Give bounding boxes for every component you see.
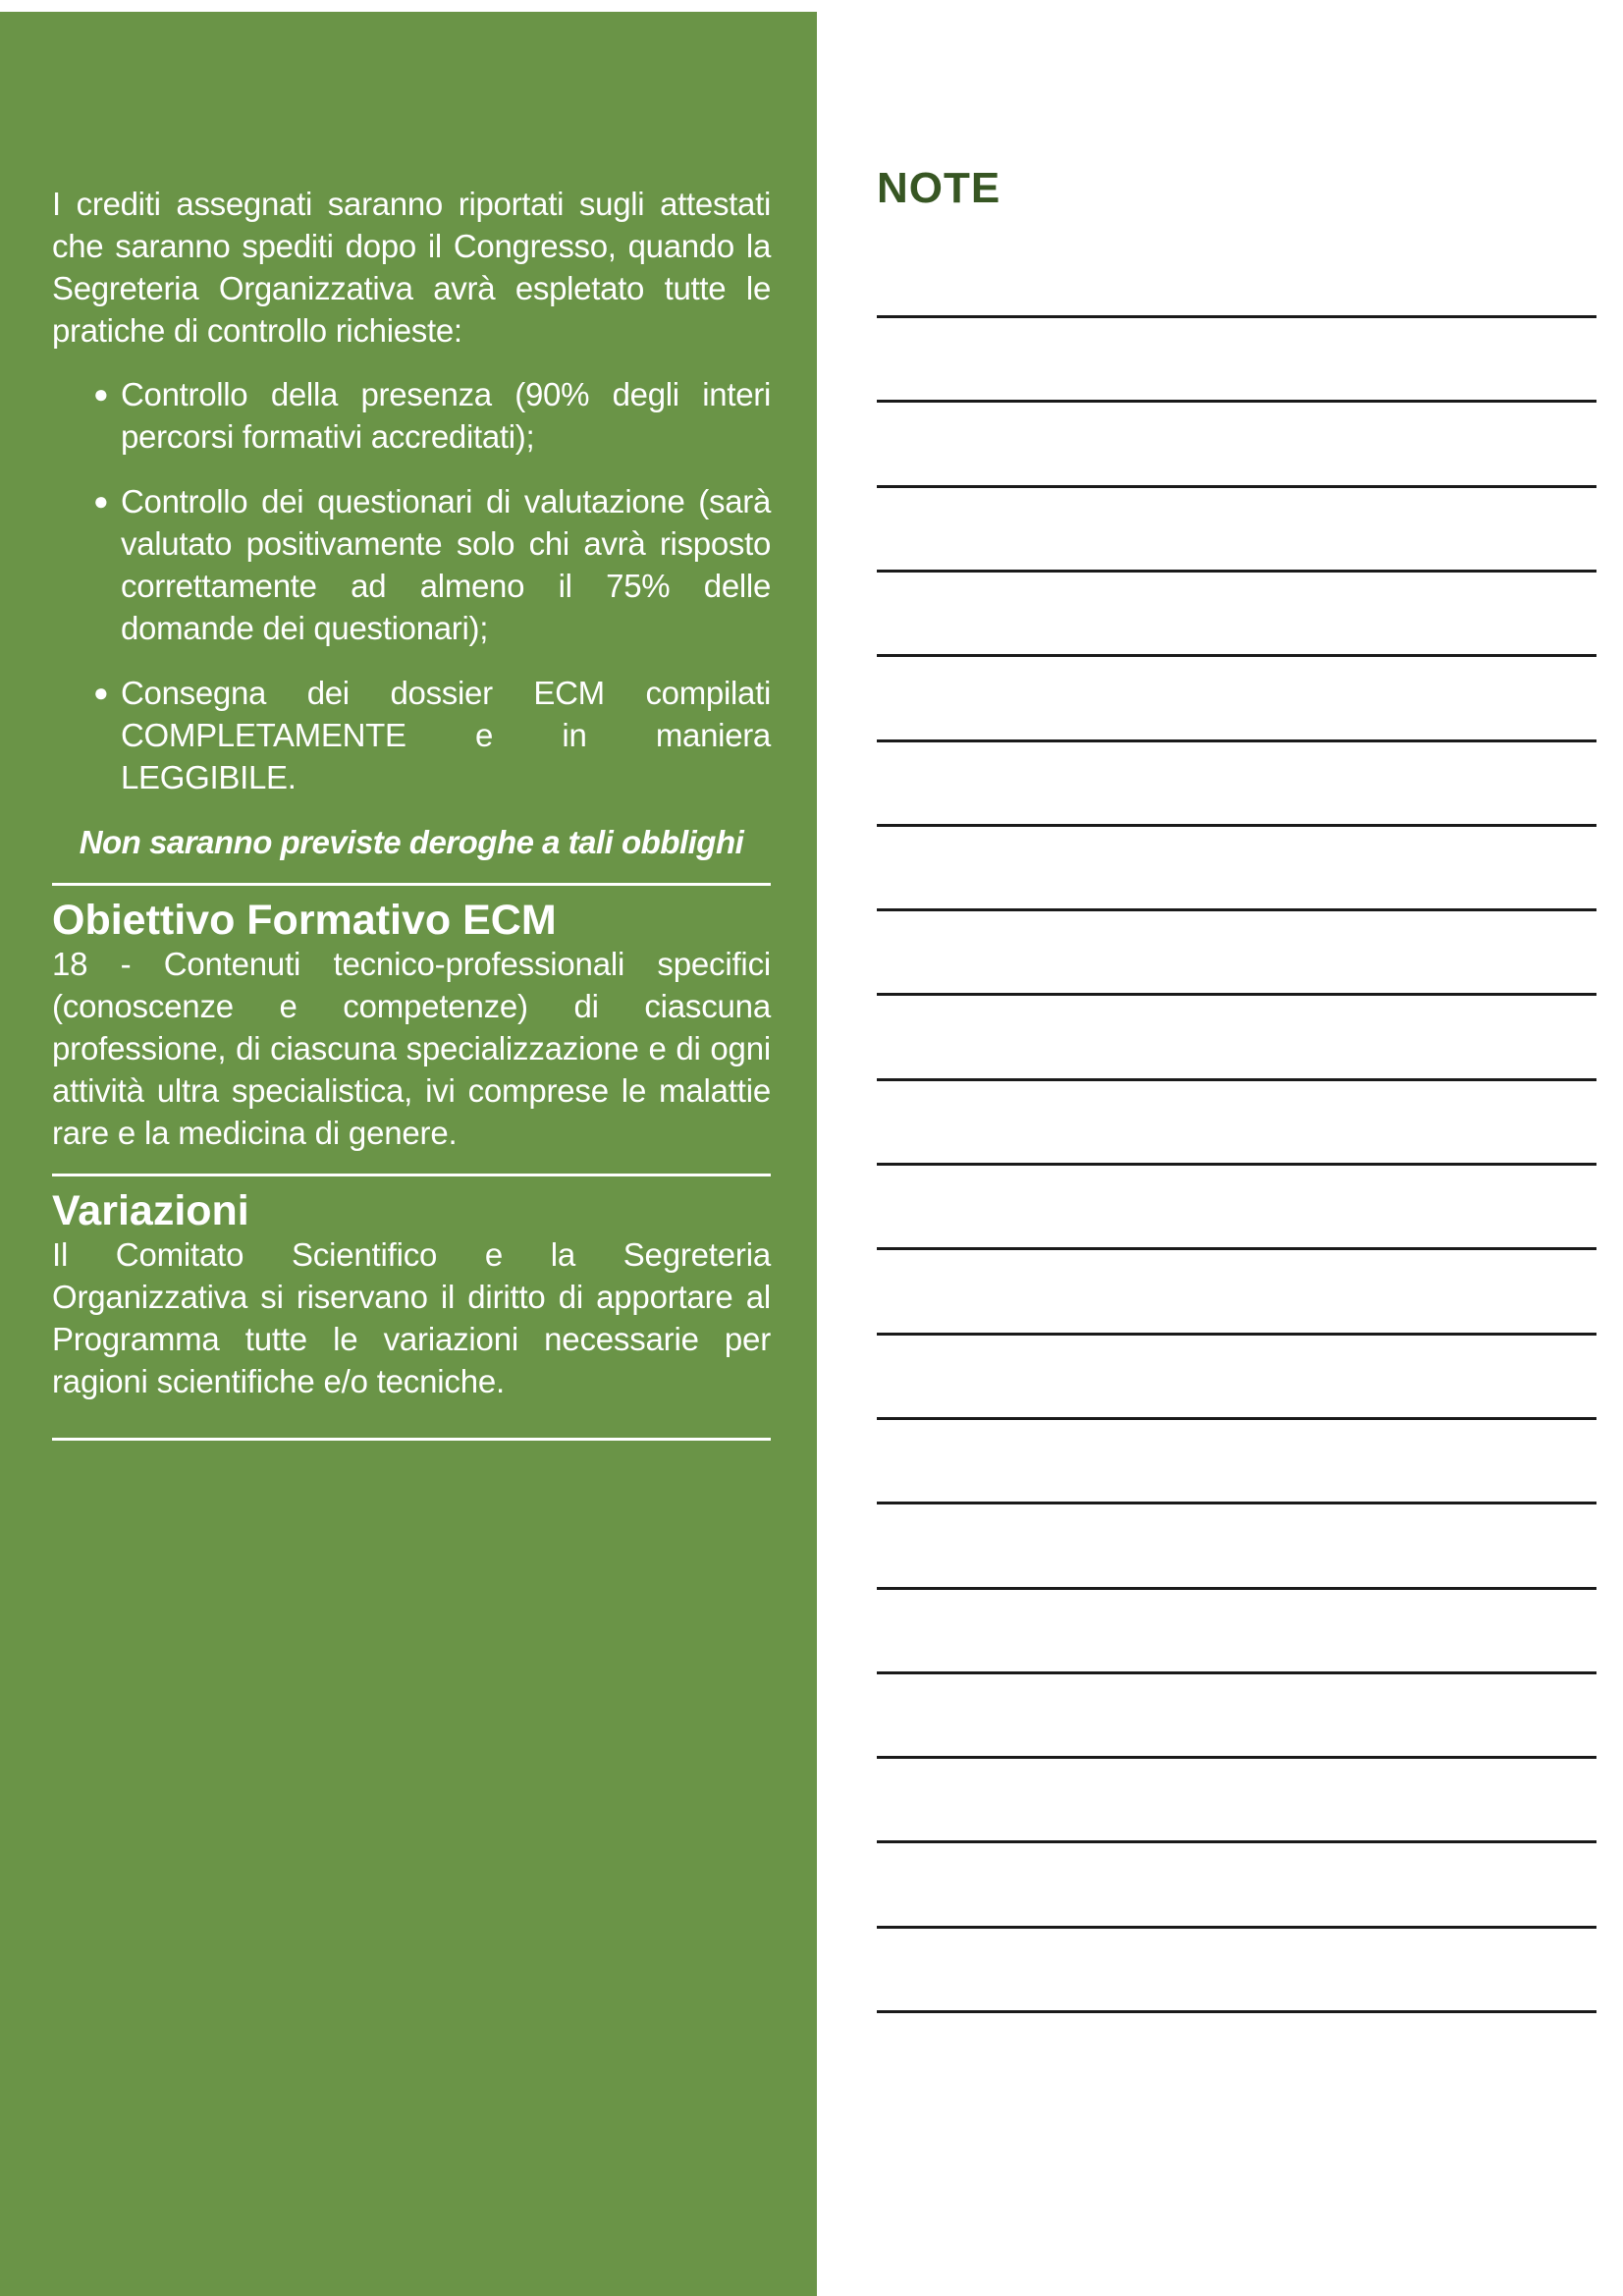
note-line [877,570,1596,573]
info-content [52,183,771,1452]
notes-area [877,0,1596,2296]
credits-intro-text: I crediti assegnati saranno riportati sugli attestati che saranno spediti dopo il Congresso, quando la Segreteria Organizzativa avrà espletato tutte le pratiche di controllo richieste: [52,186,771,349]
note-line [877,485,1596,488]
list-item [93,672,771,798]
list-item-text: Consegna dei dossier ECM compilati COMPLETAMENTE e in maniera LEGGIBILE. [121,675,771,795]
note-line [877,400,1596,403]
note-line [877,1840,1596,1843]
variations-text: Il Comitato Scientifico e la Segreteria Organizzativa si riservano il diritto di apportare al Programma tutte le variazioni necessarie per ragioni scientifiche e/o tecniche. [52,1236,771,1399]
objective-text: 18 - Contenuti tecnico-professionali specifici (conoscenze e competenze) di ciascuna professione, di ciascuna specializzazione e di ogni attività ultra specialistica, ivi comprese le malattie rare e la medicina di genere. [52,946,771,1151]
note-line [877,824,1596,827]
objective-title: Obiettivo Formativo ECM [52,897,557,944]
bullet-icon: ● [93,486,109,516]
note-line [877,1502,1596,1504]
note-line [877,993,1596,996]
list-item [93,480,771,649]
requirements-list [52,373,771,798]
note-line [877,1333,1596,1336]
variations-title: Variazioni [52,1187,249,1234]
note-line [877,2010,1596,2013]
divider [52,883,771,886]
note-line [877,1926,1596,1929]
bullet-icon: ● [93,379,109,409]
note-line [877,739,1596,742]
note-line [877,654,1596,657]
no-exceptions-note: Non saranno previste deroghe a tali obblighi [79,824,744,860]
note-line [877,1078,1596,1081]
divider [52,1174,771,1176]
green-info-panel [0,12,817,2296]
note-line [877,1163,1596,1166]
note-line [877,1587,1596,1590]
note-line [877,315,1596,318]
list-item-text: Controllo della presenza (90% degli interi percorsi formativi accreditati); [121,376,771,455]
note-line [877,1247,1596,1250]
list-item [93,373,771,458]
note-line [877,1417,1596,1420]
list-item-text: Controllo dei questionari di valutazione (sarà valutato positivamente solo chi avrà risposto correttamente ad almeno il 75% delle domande dei questionari); [121,483,771,646]
note-line [877,1671,1596,1674]
bullet-icon: ● [93,678,109,707]
note-line [877,1756,1596,1759]
notes-title: NOTE [877,164,1001,212]
divider [52,1438,771,1441]
note-line [877,908,1596,911]
